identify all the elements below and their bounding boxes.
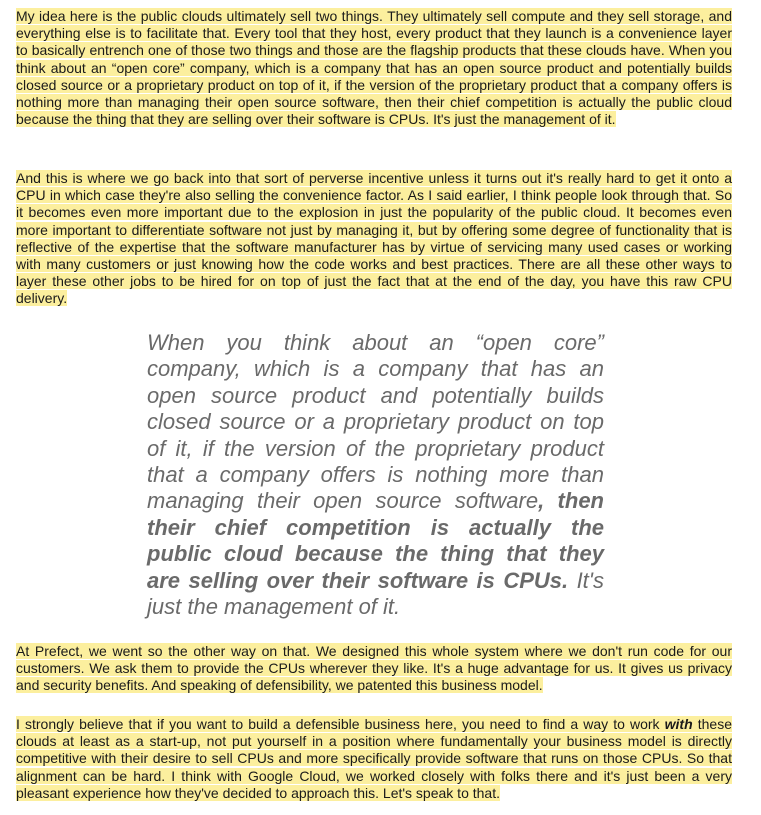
body-paragraph-1 xyxy=(16,8,732,128)
highlighted-text: At Prefect, we went so the other way on that. We designed this whole system where we don't run code for our customers. We ask them to provide the CPUs wherever they like. It's a huge advantage for us. It gives us privacy and security benefits. And speaking of defensibility, we patented this business model. xyxy=(16,643,732,694)
body-paragraph-2 xyxy=(16,170,732,308)
pull-quote-text: When you think about an “open core” company, which is a company that has an open source product and potentially builds closed source or a proprietary product on top of it, if the version of the proprietary product that a company offers is nothing more than managing their open source software xyxy=(147,330,604,514)
body-paragraph-4 xyxy=(16,716,732,802)
highlighted-text: My idea here is the public clouds ultimately sell two things. They ultimately sell compute and they sell storage, and everything else is to facilitate that. Every tool that they host, every product that they launch is a convenience layer to basically entrench one of those two things and those are the flagship products that these clouds have. When you think about an “open core” company, which is a company that has an open source product and potentially builds closed source or a proprietary product on top of it, if the version of the proprietary product that a company offers is nothing more than managing their open source software, then their chief competition is actually the public cloud because the thing that they are selling over their software is CPUs. It's just the management of it. xyxy=(16,8,732,128)
body-paragraph-3 xyxy=(16,643,732,695)
highlighted-text-before: I strongly believe that if you want to build a defensible business here, you need to find a way to work xyxy=(16,716,665,732)
emphasis-text: with xyxy=(664,716,693,732)
pull-quote-bold-text: , then their chief competition is actually the public cloud because the thing that they are selling over their software is CPUs. xyxy=(147,488,604,593)
pull-quote-text-end: It's just the management of it. xyxy=(147,567,604,620)
pull-quote xyxy=(147,330,604,620)
highlighted-text-after: these clouds at least as a start-up, not put yourself in a position where fundamentally your business model is directly competitive with their desire to sell CPUs and more specifically provide software that runs on those CPUs. So that alignment can be hard. I think with Google Cloud, we worked closely with folks there and it's just been a very pleasant experience how they've decided to approach this. Let's speak to that. xyxy=(16,716,732,801)
highlighted-text: And this is where we go back into that sort of perverse incentive unless it turns out it's really hard to get it onto a CPU in which case they're also selling the convenience factor. As I said earlier, I think people look through that. So it becomes even more important due to the explosion in just the popularity of the public cloud. It becomes even more important to differentiate software not just by managing it, but by offering some degree of functionality that is reflective of the expertise that the software manufacturer has by virtue of servicing many used cases or working with many customers or just knowing how the code works and best practices. There are all these other ways to layer these other jobs to be hired for on top of just the fact that at the end of the day, you have this raw CPU delivery. xyxy=(16,170,732,307)
